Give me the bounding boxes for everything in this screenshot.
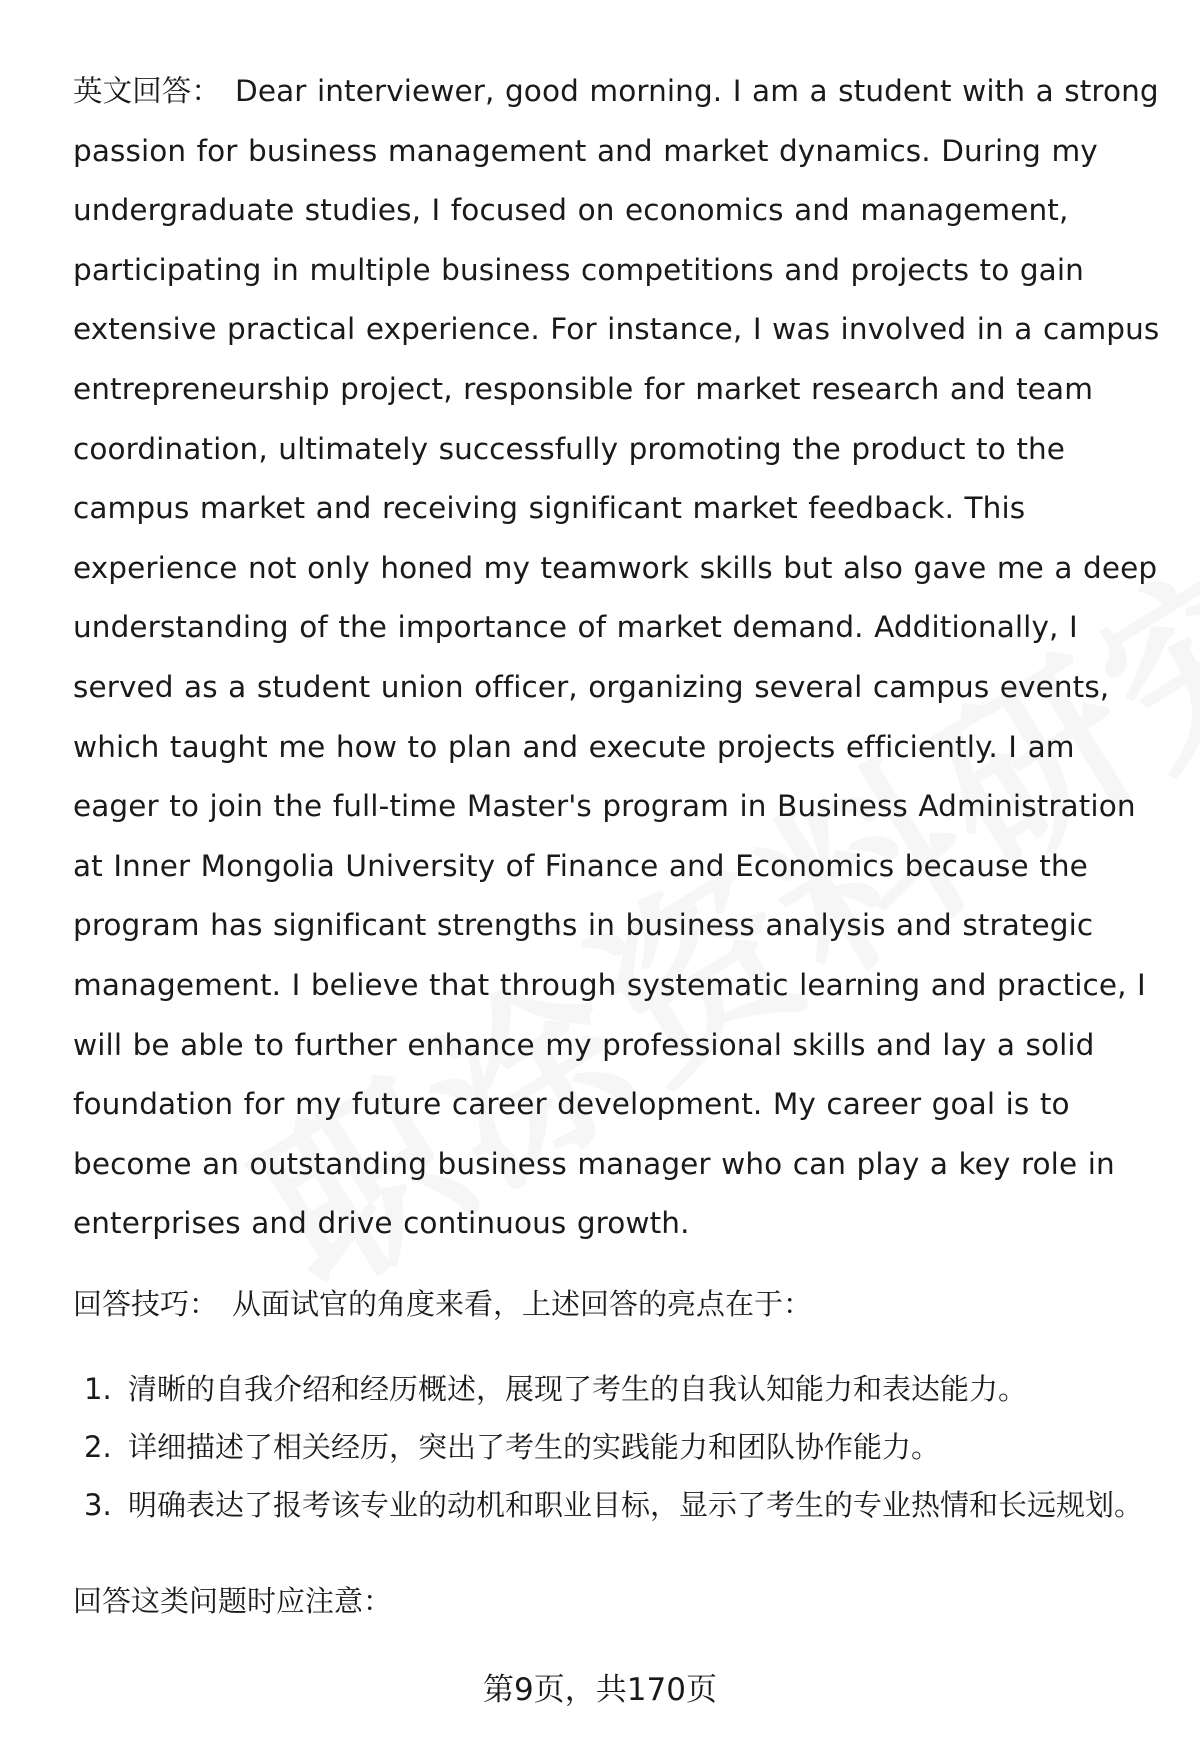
page-content	[73, 62, 1163, 1631]
tips-list	[73, 1362, 1163, 1533]
english-answer-label: 英文回答：	[73, 74, 222, 108]
notes-heading: 回答这类问题时应注意：	[73, 1583, 393, 1618]
list-item	[73, 1478, 1163, 1533]
list-item-number: 3.	[84, 1487, 112, 1522]
list-item-text: 清晰的自我介绍和经历概述，展现了考生的自我认知能力和表达能力。	[128, 1371, 1028, 1406]
answer-tips-heading	[73, 1274, 1163, 1334]
list-item-number: 1.	[84, 1371, 112, 1406]
list-item	[73, 1362, 1163, 1417]
english-answer-paragraph	[73, 62, 1163, 1254]
answer-tips-intro: 从面试官的角度来看，上述回答的亮点在于：	[232, 1286, 813, 1321]
list-item-text: 明确表达了报考该专业的动机和职业目标，显示了考生的专业热情和长远规划。	[128, 1487, 1144, 1522]
list-item-text: 详细描述了相关经历，突出了考生的实践能力和团队协作能力。	[128, 1429, 941, 1464]
list-item-number: 2.	[84, 1429, 112, 1464]
answer-tips-label: 回答技巧：	[73, 1286, 219, 1321]
english-answer-text: Dear interviewer, good morning. I am a student with a strong passion for business management and market dynamics. During my undergraduate studies, I focused on economics and management, participating in multiple business competitions and projects to gain extensive practical experience. For instance, I was involved in a campus entrepreneurship project, responsible for market research and team coordination, ultimately successfully promoting the product to the campus market and receiving significant market feedback. This experience not only honed my teamwork skills but also gave me a deep understanding of the importance of market demand. Additionally, I served as a student union officer, organizing several campus events, which taught me how to plan and execute projects efficiently. I am eager to join the full-time Master's program in Business Administration at Inner Mongolia University of Finance and Economics because the program has significant strengths in business analysis and strategic management. I believe that through systematic learning and practice, I will be able to further enhance my professional skills and lay a solid foundation for my future career development. My career goal is to become an outstanding business manager who can play a key role in enterprises and drive continuous growth.	[73, 74, 1160, 1241]
list-item	[73, 1420, 1163, 1475]
page-number: 第9页，共170页	[483, 1672, 717, 1708]
